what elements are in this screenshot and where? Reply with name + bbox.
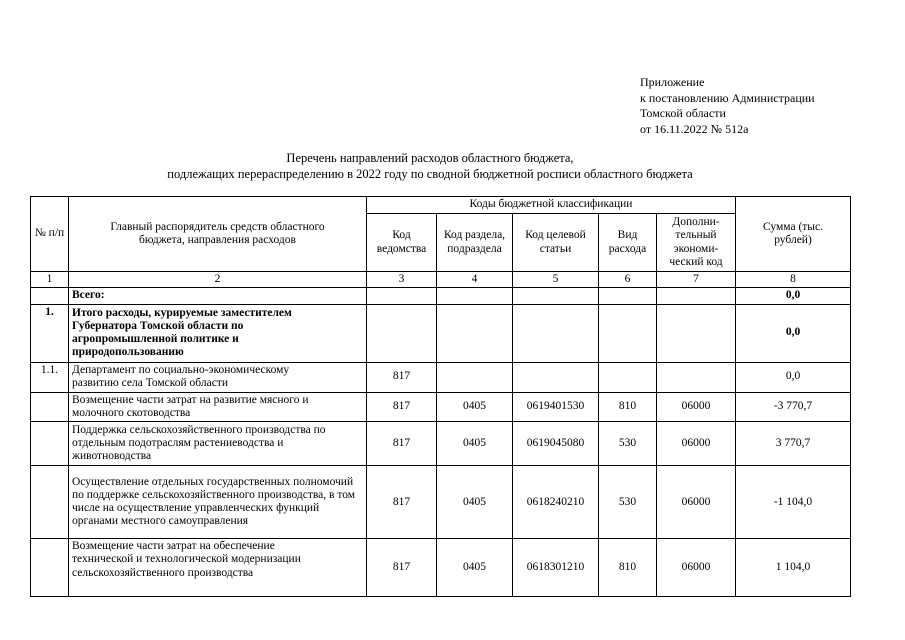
row-kind: 810 <box>599 539 657 597</box>
row-num <box>31 392 69 422</box>
row-num <box>31 466 69 539</box>
header-kind: Вид расхода <box>599 214 657 272</box>
row-num: 1.1. <box>31 362 69 392</box>
row-dept: 817 <box>367 362 437 392</box>
row-dept: 817 <box>367 392 437 422</box>
table-row <box>31 466 851 539</box>
col-number: 3 <box>367 272 437 288</box>
row-target <box>513 362 599 392</box>
col-number: 2 <box>69 272 367 288</box>
row-kind: 810 <box>599 392 657 422</box>
title-line-1: Перечень направлений расходов областного бюджета, <box>286 151 574 165</box>
appendix-line: к постановлению Администрации <box>640 90 815 105</box>
row-description: Возмещение части затрат на развитие мясного и молочного скотоводства <box>69 392 367 422</box>
appendix-header <box>640 75 815 137</box>
row-sum: 1 104,0 <box>736 539 851 597</box>
row-extra: 06000 <box>657 466 736 539</box>
row-kind <box>599 362 657 392</box>
row-section <box>437 362 513 392</box>
row-dept <box>367 304 437 362</box>
row-sum: 3 770,7 <box>736 422 851 466</box>
header-extra: Дополни-тельный экономи-ческий код <box>657 214 736 272</box>
header-dept: Код ведомства <box>367 214 437 272</box>
row-dept: 817 <box>367 466 437 539</box>
col-number: 1 <box>31 272 69 288</box>
row-section <box>437 304 513 362</box>
table-row <box>31 362 851 392</box>
row-target: 0618240210 <box>513 466 599 539</box>
header-sum: Сумма (тыс. рублей) <box>736 197 851 272</box>
row-section: 0405 <box>437 466 513 539</box>
row-num <box>31 422 69 466</box>
row-sum: 0,0 <box>736 304 851 362</box>
row-description: Поддержка сельскохозяйственного производства по отдельным подотраслям растениеводства и животноводства <box>69 422 367 466</box>
appendix-line: от 16.11.2022 № 512а <box>640 121 749 136</box>
row-description: Возмещение части затрат на обеспечение технической и технологической модернизации сельскохозяйственного производства <box>69 539 367 597</box>
header-row <box>31 197 851 214</box>
row-target <box>513 304 599 362</box>
table-row <box>31 392 851 422</box>
row-description: Итого расходы, курируемые заместителем Губернатора Томской области по агропромышленной политике и природопользованию <box>69 304 367 362</box>
budget-table <box>30 196 851 597</box>
row-dept: 817 <box>367 539 437 597</box>
row-target: 0618301210 <box>513 539 599 597</box>
row-sum: 0,0 <box>736 362 851 392</box>
table-row <box>31 422 851 466</box>
col-number: 4 <box>437 272 513 288</box>
col-number: 6 <box>599 272 657 288</box>
row-section: 0405 <box>437 392 513 422</box>
header-section: Код раздела, подраздела <box>437 214 513 272</box>
header-num: № п/п <box>31 197 69 272</box>
row-extra: 06000 <box>657 539 736 597</box>
table-row <box>31 304 851 362</box>
title-line-2: подлежащих перераспределению в 2022 году по сводной бюджетной росписи областного бюджета <box>167 167 693 181</box>
row-extra <box>657 362 736 392</box>
row-kind <box>599 304 657 362</box>
row-description: Осуществление отдельных государственных полномочий по поддержке сельскохозяйственного производства, в том числе на осуществление управленческих функций органами местного самоуправления <box>69 466 367 539</box>
row-num <box>31 539 69 597</box>
header-target: Код целевой статьи <box>513 214 599 272</box>
header-codes-group: Коды бюджетной классификации <box>367 197 736 214</box>
row-target: 0619401530 <box>513 392 599 422</box>
appendix-line: Приложение <box>640 75 705 89</box>
row-dept: 817 <box>367 422 437 466</box>
total-row <box>31 288 851 304</box>
appendix-line: Томской области <box>640 106 726 120</box>
total-sum: 0,0 <box>736 288 851 304</box>
row-extra: 06000 <box>657 392 736 422</box>
document-title <box>0 150 860 182</box>
total-label: Всего: <box>69 288 367 304</box>
header-main: Главный распорядитель средств областного бюджета, направления расходов <box>69 197 367 272</box>
row-sum: -3 770,7 <box>736 392 851 422</box>
col-number: 8 <box>736 272 851 288</box>
table-row <box>31 539 851 597</box>
col-number: 7 <box>657 272 736 288</box>
row-extra <box>657 304 736 362</box>
row-extra: 06000 <box>657 422 736 466</box>
row-kind: 530 <box>599 422 657 466</box>
row-section: 0405 <box>437 422 513 466</box>
row-target: 0619045080 <box>513 422 599 466</box>
row-num: 1. <box>31 304 69 362</box>
row-kind: 530 <box>599 466 657 539</box>
row-section: 0405 <box>437 539 513 597</box>
row-description: Департамент по социально-экономическому развитию села Томской области <box>69 362 367 392</box>
row-sum: -1 104,0 <box>736 466 851 539</box>
column-number-row <box>31 272 851 288</box>
col-number: 5 <box>513 272 599 288</box>
